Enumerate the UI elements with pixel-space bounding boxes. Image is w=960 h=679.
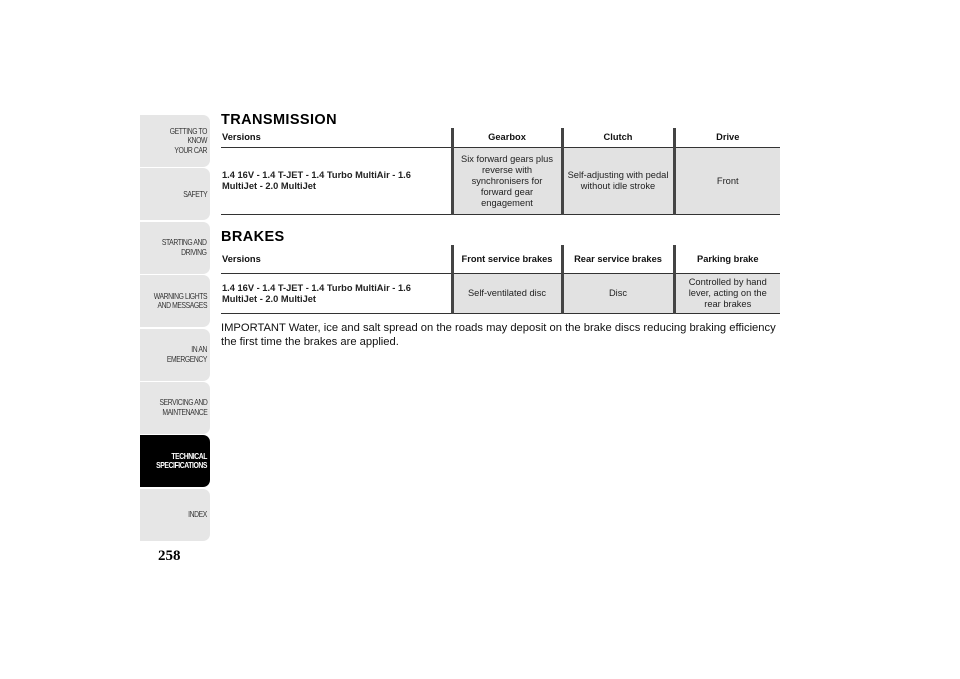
tab-label: IN AN EMERGENCY [166,344,207,364]
header-parking-brake: Parking brake [674,245,780,274]
important-note: IMPORTANT Water, ice and salt spread on the roads may deposit on the brake discs reducing braking efficiency the first time the brakes are applied. [221,322,776,348]
cell-parking-brake: Controlled by hand lever, acting on the rear brakes [674,274,780,314]
transmission-table [221,128,780,215]
tab-technical-specifications[interactable] [140,435,210,487]
brakes-table [221,245,780,314]
tab-servicing-and-maintenance[interactable] [140,382,210,434]
table-row [221,274,780,314]
tab-label: TECHNICAL SPECIFICATIONS [156,450,207,471]
tab-label: INDEX [188,508,207,519]
header-clutch: Clutch [562,128,674,148]
tab-safety[interactable] [140,168,210,220]
tab-label: SERVICING AND MAINTENANCE [159,397,207,417]
cell-front-brakes: Self-ventilated disc [452,274,562,314]
header-versions: Versions [221,128,452,148]
brakes-heading: BRAKES [221,229,285,245]
tab-starting-and-driving[interactable] [140,222,210,274]
header-rear-service-brakes: Rear service brakes [562,245,674,274]
cell-versions: 1.4 16V - 1.4 T-JET - 1.4 Turbo MultiAir - 1.6 MultiJet - 2.0 MultiJet [221,148,452,215]
cell-gearbox: Six forward gears plus reverse with synchronisers for forward gear engagement [452,148,562,215]
cell-versions: 1.4 16V - 1.4 T-JET - 1.4 Turbo MultiAir - 1.6 MultiJet - 2.0 MultiJet [221,274,452,314]
tab-label: SAFETY [182,188,207,199]
cell-clutch: Self-adjusting with pedal without idle stroke [562,148,674,215]
section-tabs [140,115,210,542]
header-versions: Versions [221,245,452,274]
tab-warning-lights[interactable] [140,275,210,327]
header-gearbox: Gearbox [452,128,562,148]
transmission-heading: TRANSMISSION [221,112,337,128]
page-number: 258 [158,548,181,564]
tab-label: GETTING TO KNOW YOUR CAR [169,125,207,155]
main-content [221,112,781,360]
header-front-service-brakes: Front service brakes [452,245,562,274]
cell-rear-brakes: Disc [562,274,674,314]
header-drive: Drive [674,128,780,148]
table-row [221,148,780,215]
tab-label: WARNING LIGHTS AND MESSAGES [153,290,207,311]
tab-index[interactable] [140,489,210,541]
tab-getting-to-know-your-car[interactable] [140,115,210,167]
tab-label: STARTING AND DRIVING [162,237,207,257]
cell-drive: Front [674,148,780,215]
tab-in-an-emergency[interactable] [140,329,210,381]
table-header-row [221,128,780,148]
table-header-row [221,245,780,274]
